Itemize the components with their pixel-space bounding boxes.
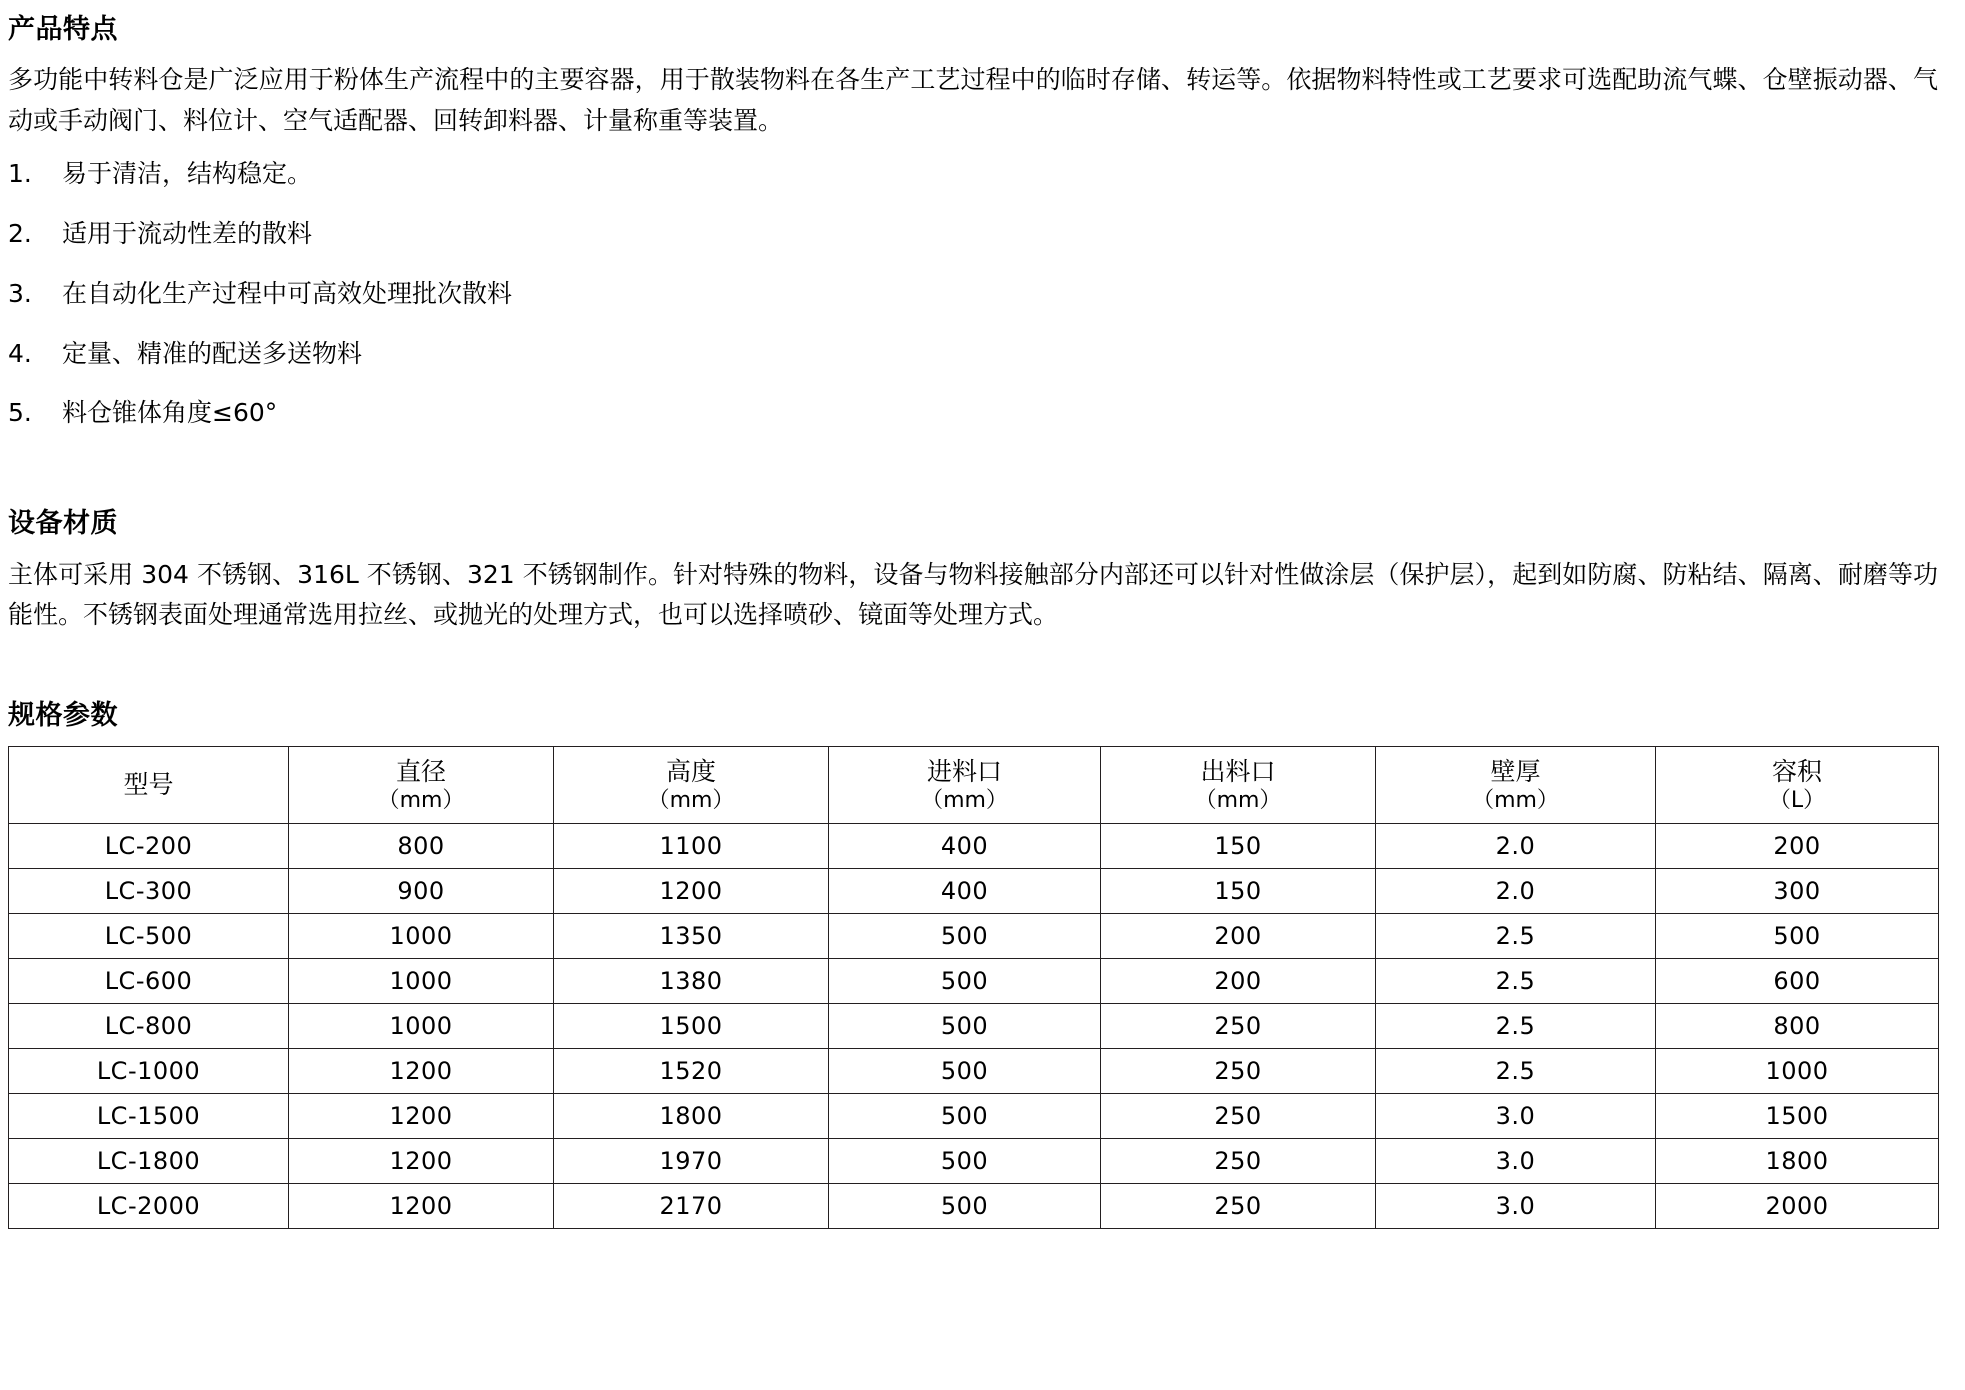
table-cell: 1500 xyxy=(1656,1093,1939,1138)
table-cell: 500 xyxy=(829,1138,1101,1183)
material-paragraph: 主体可采用 304 不锈钢、316L 不锈钢、321 不锈钢制作。针对特殊的物料，设备与物料接触部分内部还可以针对性做涂层（保护层），起到如防腐、防粘结、隔离、耐磨等功能性。不锈钢表面处理通常选用拉丝、或抛光的处理方式，也可以选择喷砂、镜面等处理方式。 xyxy=(8,559,1938,630)
table-cell: 500 xyxy=(829,1183,1101,1228)
table-cell: 200 xyxy=(1101,913,1376,958)
table-cell: LC-800 xyxy=(9,1003,289,1048)
table-cell: 1800 xyxy=(554,1093,829,1138)
list-item xyxy=(8,337,1947,371)
table-cell: 1380 xyxy=(554,958,829,1003)
table-cell: 800 xyxy=(1656,1003,1939,1048)
table-cell: 250 xyxy=(1101,1048,1376,1093)
table-header-cell xyxy=(1376,746,1656,823)
table-cell: 2000 xyxy=(1656,1183,1939,1228)
table-header-unit: （mm） xyxy=(647,787,735,813)
table-cell: 300 xyxy=(1656,868,1939,913)
table-cell: 3.0 xyxy=(1376,1138,1656,1183)
table-header-name: 出料口 xyxy=(1200,756,1276,786)
spacer xyxy=(8,456,1947,508)
table-cell: 200 xyxy=(1101,958,1376,1003)
table-header-row xyxy=(9,746,1939,823)
table-cell: 1000 xyxy=(289,913,554,958)
table-cell: 1200 xyxy=(554,868,829,913)
table-cell: 2.5 xyxy=(1376,1003,1656,1048)
table-cell: 2.5 xyxy=(1376,958,1656,1003)
table-header-unit: （mm） xyxy=(1472,787,1559,813)
table-cell: 150 xyxy=(1101,823,1376,868)
list-item-label: 在自动化生产过程中可高效处理批次散料 xyxy=(62,278,513,308)
table-cell: 2.5 xyxy=(1376,913,1656,958)
table-row xyxy=(9,868,1939,913)
table-header-unit: （mm） xyxy=(921,787,1008,813)
list-item xyxy=(8,277,1947,311)
table-cell: 500 xyxy=(829,958,1101,1003)
list-item-label: 定量、精准的配送多送物料 xyxy=(62,338,363,368)
section-title-features: 产品特点 xyxy=(8,14,118,45)
table-header-cell xyxy=(289,746,554,823)
table-cell: 1800 xyxy=(1656,1138,1939,1183)
list-item xyxy=(8,396,1947,430)
table-cell: 500 xyxy=(1656,913,1939,958)
table-cell: 150 xyxy=(1101,868,1376,913)
section-title-material: 设备材质 xyxy=(8,508,118,540)
table-row xyxy=(9,1003,1939,1048)
table-header-name: 容积 xyxy=(1771,756,1822,786)
table-cell: LC-1800 xyxy=(9,1138,289,1183)
list-item-label: 料仓锥体角度≤60° xyxy=(62,398,278,428)
list-item-number: 3. xyxy=(8,278,32,308)
table-header-name: 壁厚 xyxy=(1490,756,1541,786)
table-header-cell xyxy=(9,746,289,823)
table-cell: 1500 xyxy=(554,1003,829,1048)
table-cell: 400 xyxy=(829,823,1101,868)
table-row xyxy=(9,958,1939,1003)
table-row xyxy=(9,823,1939,868)
table-row xyxy=(9,1183,1939,1228)
table-cell: LC-1000 xyxy=(9,1048,289,1093)
table-cell: 2.0 xyxy=(1376,823,1656,868)
table-header-name: 进料口 xyxy=(926,756,1002,786)
spacer xyxy=(8,644,1947,700)
table-cell: 1100 xyxy=(554,823,829,868)
table-cell: 250 xyxy=(1101,1138,1376,1183)
table-cell: 800 xyxy=(289,823,554,868)
table-cell: 500 xyxy=(829,1048,1101,1093)
features-intro-paragraph: 多功能中转料仓是广泛应用于粉体生产流程中的主要容器，用于散装物料在各生产工艺过程中的临时存储、转运等。依据物料特性或工艺要求可选配助流气蝶、仓壁振动器、气动或手动阀门、料位计、空气适配器、回转卸料器、计量称重等装置。 xyxy=(8,65,1938,135)
table-cell: 3.0 xyxy=(1376,1093,1656,1138)
table-header-name: 直径 xyxy=(395,756,446,786)
table-cell: 1000 xyxy=(289,1003,554,1048)
table-header-name: 型号 xyxy=(123,770,174,800)
table-cell: 900 xyxy=(289,868,554,913)
spec-table xyxy=(8,746,1939,1229)
table-cell: LC-300 xyxy=(9,868,289,913)
section-title-spec: 规格参数 xyxy=(8,699,118,731)
table-header-unit: （L） xyxy=(1768,787,1826,813)
list-item-label: 适用于流动性差的散料 xyxy=(62,219,313,249)
list-item xyxy=(8,157,1947,191)
table-cell: 1520 xyxy=(554,1048,829,1093)
table-row xyxy=(9,913,1939,958)
table-header-cell xyxy=(1656,746,1939,823)
table-cell: 1200 xyxy=(289,1183,554,1228)
table-header-unit: （mm） xyxy=(377,787,465,813)
table-cell: LC-1500 xyxy=(9,1093,289,1138)
list-item-number: 4. xyxy=(8,338,32,368)
table-cell: 200 xyxy=(1656,823,1939,868)
table-row xyxy=(9,1093,1939,1138)
table-header-unit: （mm） xyxy=(1194,787,1282,813)
table-cell: 2.0 xyxy=(1376,868,1656,913)
table-cell: 2.5 xyxy=(1376,1048,1656,1093)
features-list xyxy=(8,157,1947,430)
table-cell: LC-200 xyxy=(9,823,289,868)
table-cell: LC-500 xyxy=(9,913,289,958)
table-header-cell xyxy=(554,746,829,823)
list-item-number: 2. xyxy=(8,219,32,249)
table-header-cell xyxy=(829,746,1101,823)
table-cell: 400 xyxy=(829,868,1101,913)
table-cell: 1200 xyxy=(289,1093,554,1138)
table-cell: 500 xyxy=(829,1003,1101,1048)
list-item xyxy=(8,217,1947,251)
table-cell: 1200 xyxy=(289,1138,554,1183)
table-cell: 1350 xyxy=(554,913,829,958)
table-row xyxy=(9,1138,1939,1183)
table-row xyxy=(9,1048,1939,1093)
table-cell: 1200 xyxy=(289,1048,554,1093)
table-cell: 600 xyxy=(1656,958,1939,1003)
table-cell: LC-600 xyxy=(9,958,289,1003)
table-cell: 2170 xyxy=(554,1183,829,1228)
table-cell: 500 xyxy=(829,913,1101,958)
table-header-cell xyxy=(1101,746,1376,823)
list-item-number: 5. xyxy=(8,398,32,428)
list-item-number: 1. xyxy=(8,159,32,189)
table-cell: 3.0 xyxy=(1376,1183,1656,1228)
table-cell: 1970 xyxy=(554,1138,829,1183)
table-cell: 250 xyxy=(1101,1003,1376,1048)
list-item-label: 易于清洁，结构稳定。 xyxy=(62,159,313,189)
table-header-name: 高度 xyxy=(665,756,716,786)
table-cell: 250 xyxy=(1101,1093,1376,1138)
table-cell: 1000 xyxy=(289,958,554,1003)
table-cell: LC-2000 xyxy=(9,1183,289,1228)
table-cell: 250 xyxy=(1101,1183,1376,1228)
table-cell: 500 xyxy=(829,1093,1101,1138)
table-cell: 1000 xyxy=(1656,1048,1939,1093)
